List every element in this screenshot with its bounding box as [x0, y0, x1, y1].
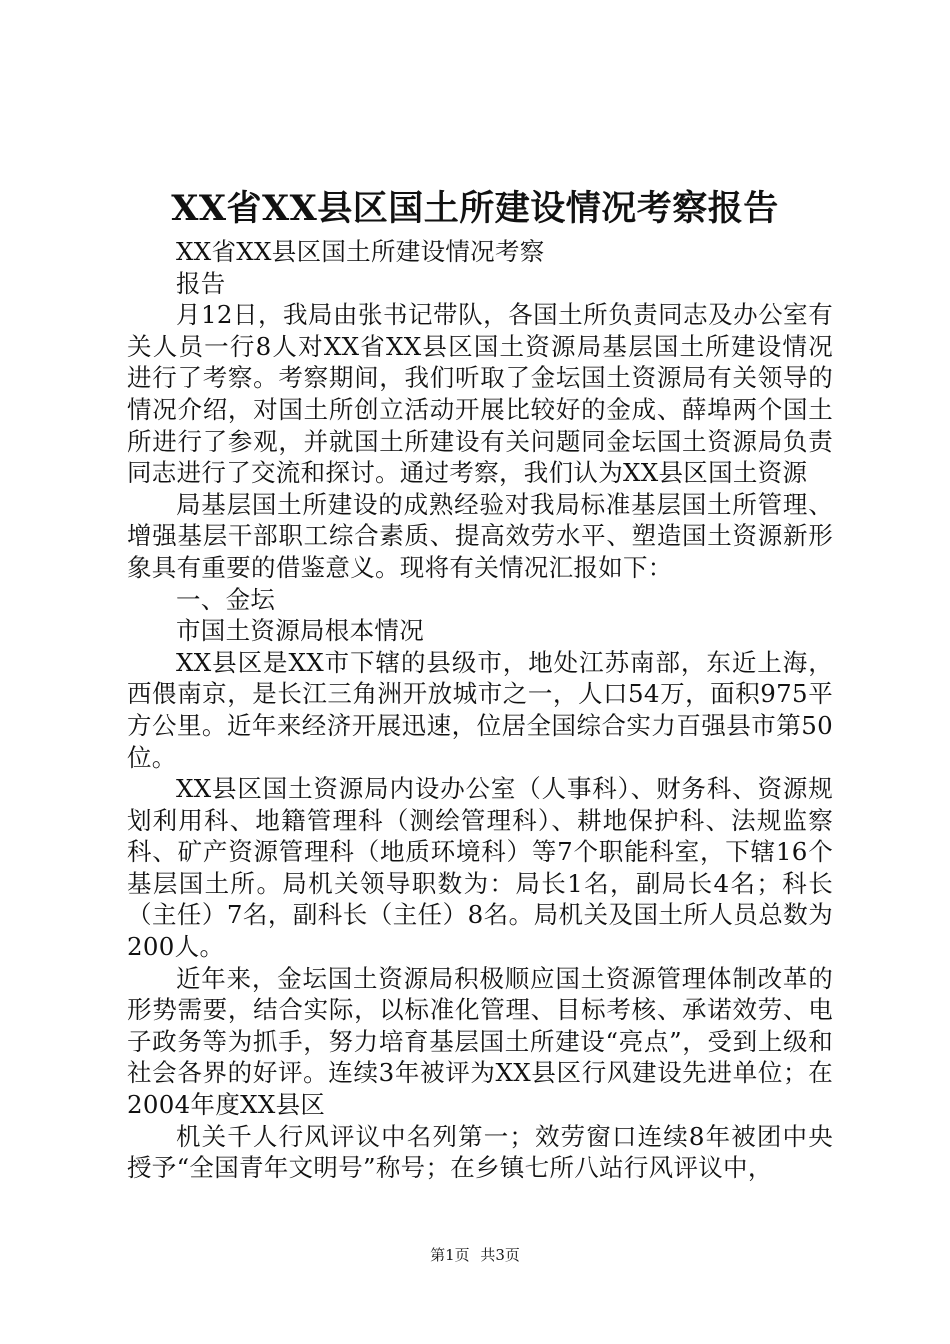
paragraph: 报告 — [176, 268, 226, 298]
paragraph: XX县区是XX市下辖的县级市，地处江苏南部，东近上海，西偎南京，是长江三角洲开放城市之一，人口54万，面积975平方公里。近年来经济开展迅速，位居全国综合实力百强县市第50位。 — [127, 647, 833, 772]
page-footer — [0, 1244, 950, 1266]
paragraph: 局基层国土所建设的成熟经验对我局标准基层国土所管理、增强基层干部职工综合素质、提高效劳水平、塑造国土资源新形象具有重要的借鉴意义。现将有关情况汇报如下： — [127, 489, 833, 582]
paragraph: 市国土资源局根本情况 — [176, 616, 424, 646]
document-title: XX省XX县区国土所建设情况考察报告 — [171, 188, 779, 229]
paragraph: XX县区国土资源局内设办公室（人事科）、财务科、资源规划利用科、地籍管理科（测绘管理科）、耕地保护科、法规监察科、矿产资源管理科（地质环境科）等7个职能科室，下辖16个基层国土所。局机关领导职数为：局长1名，副局长4名；科长（主任）7名，副科长（主任）8名。局机关及国土所人员总数为200人。 — [127, 774, 833, 962]
paragraph: 近年来，金坛国土资源局积极顺应国土资源管理体制改革的形势需要，结合实际，以标准化管理、目标考核、承诺效劳、电子政务等为抓手，努力培育基层国土所建设“亮点”，受到上级和社会各界的好评。连续3年被评为XX县区行风建设先进单位；在2004年度XX县区 — [127, 963, 833, 1120]
paragraph: 机关千人行风评议中名列第一；效劳窗口连续8年被团中央授予“全国青年文明号”称号；在乡镇七所八站行风评议中， — [127, 1121, 833, 1183]
document-body — [127, 236, 833, 1184]
paragraph: XX省XX县区国土所建设情况考察 — [176, 237, 545, 266]
page-total: 共3页 — [480, 1246, 520, 1264]
section-heading: 一、金坛 — [176, 584, 276, 614]
paragraph: 月12日，我局由张书记带队，各国土所负责同志及办公室有关人员一行8人对XX省XX县区国土资源局基层国土所建设情况进行了考察。考察期间，我们听取了金坛国土资源局有关领导的情况介绍，对国土所创立活动开展比较好的金成、薛埠两个国土所进行了参观，并就国土所建设有关问题同金坛国土资源局负责同志进行了交流和探讨。通过考察，我们认为XX县区国土资源 — [127, 300, 833, 488]
page-number: 第1页 — [430, 1246, 470, 1264]
